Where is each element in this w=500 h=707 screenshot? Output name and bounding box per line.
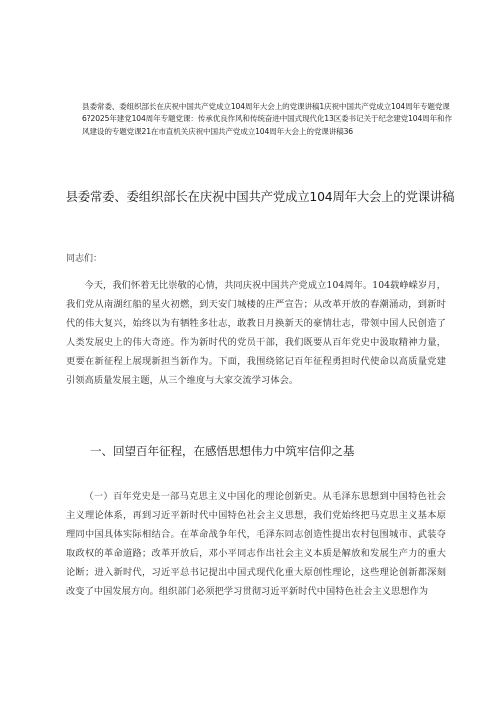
toc-line[interactable]: 关于纪念建党104周年和作风建设的专题党课21在市直机关庆祝中国共产党成立104周年大会上的 — [82, 114, 452, 136]
toc-line[interactable]: 党课讲稿36 — [313, 126, 353, 136]
section-heading-1: 一、回望百年征程，在感悟思想伟力中筑牢信仰之基 — [90, 444, 355, 458]
body-paragraph-2: （一）百年党史是一部马克思主义中国化的理论创新史。从毛泽东思想到中国特色社会主义理论体系，再到习近平新时代中国特色社会主义思想，我们党始终把马克思主义基本原理同中国具体实际相结合。在革命战争年代，毛泽东同志创造性提出农村包围城市、武装夺取政权的革命道路；改革开放后，邓小平同志作出社会主义本质是解放和发展生产力的重大论断；进入新时代，习近平总书记提出中国式现代化重大原创性理论，这些理论创新都深刻改变了中国发展方向。组织部门必须把学习贯彻习近平新时代中国特色社会主义思想作为 — [66, 491, 446, 597]
body-paragraph-1: 今天，我们怀着无比崇敬的心情，共同庆祝中国共产党成立104周年。104载峥嵘岁月，我们党从南湖红船的星火初燃，到天安门城楼的庄严宣告；从改革开放的春潮涌动，到新时代的伟大复兴，始终以为有牺牲多壮志，敢教日月换新天的豪情壮志，带领中国人民创造了人类发展史上的伟大奇迹。作为新时代的党员干部，我们既要从百年党史中汲取精神力量，更要在新征程上展现新担当新作为。下面，我围绕铭记百年征程勇担时代使命以高质量党建引领高质量发展主题，从三个维度与大家交流学习体会。 — [66, 280, 446, 386]
toc-line[interactable]: 县委常委、委组织部长在庆祝中国共产党成立104周年大会上的党课讲稿1庆祝中国共产党成立104 — [82, 102, 406, 111]
toc-line[interactable]: 周年专题党课6?2025年建党104周年专题党课：传承优良作风和传统奋进中国式现代化13区委书记 — [82, 102, 450, 124]
table-of-contents — [82, 101, 452, 138]
salutation: 同志们： — [66, 254, 103, 264]
document-title: 县委常委、委组织部长在庆祝中国共产党成立104周年大会上的党课讲稿 — [65, 189, 455, 204]
